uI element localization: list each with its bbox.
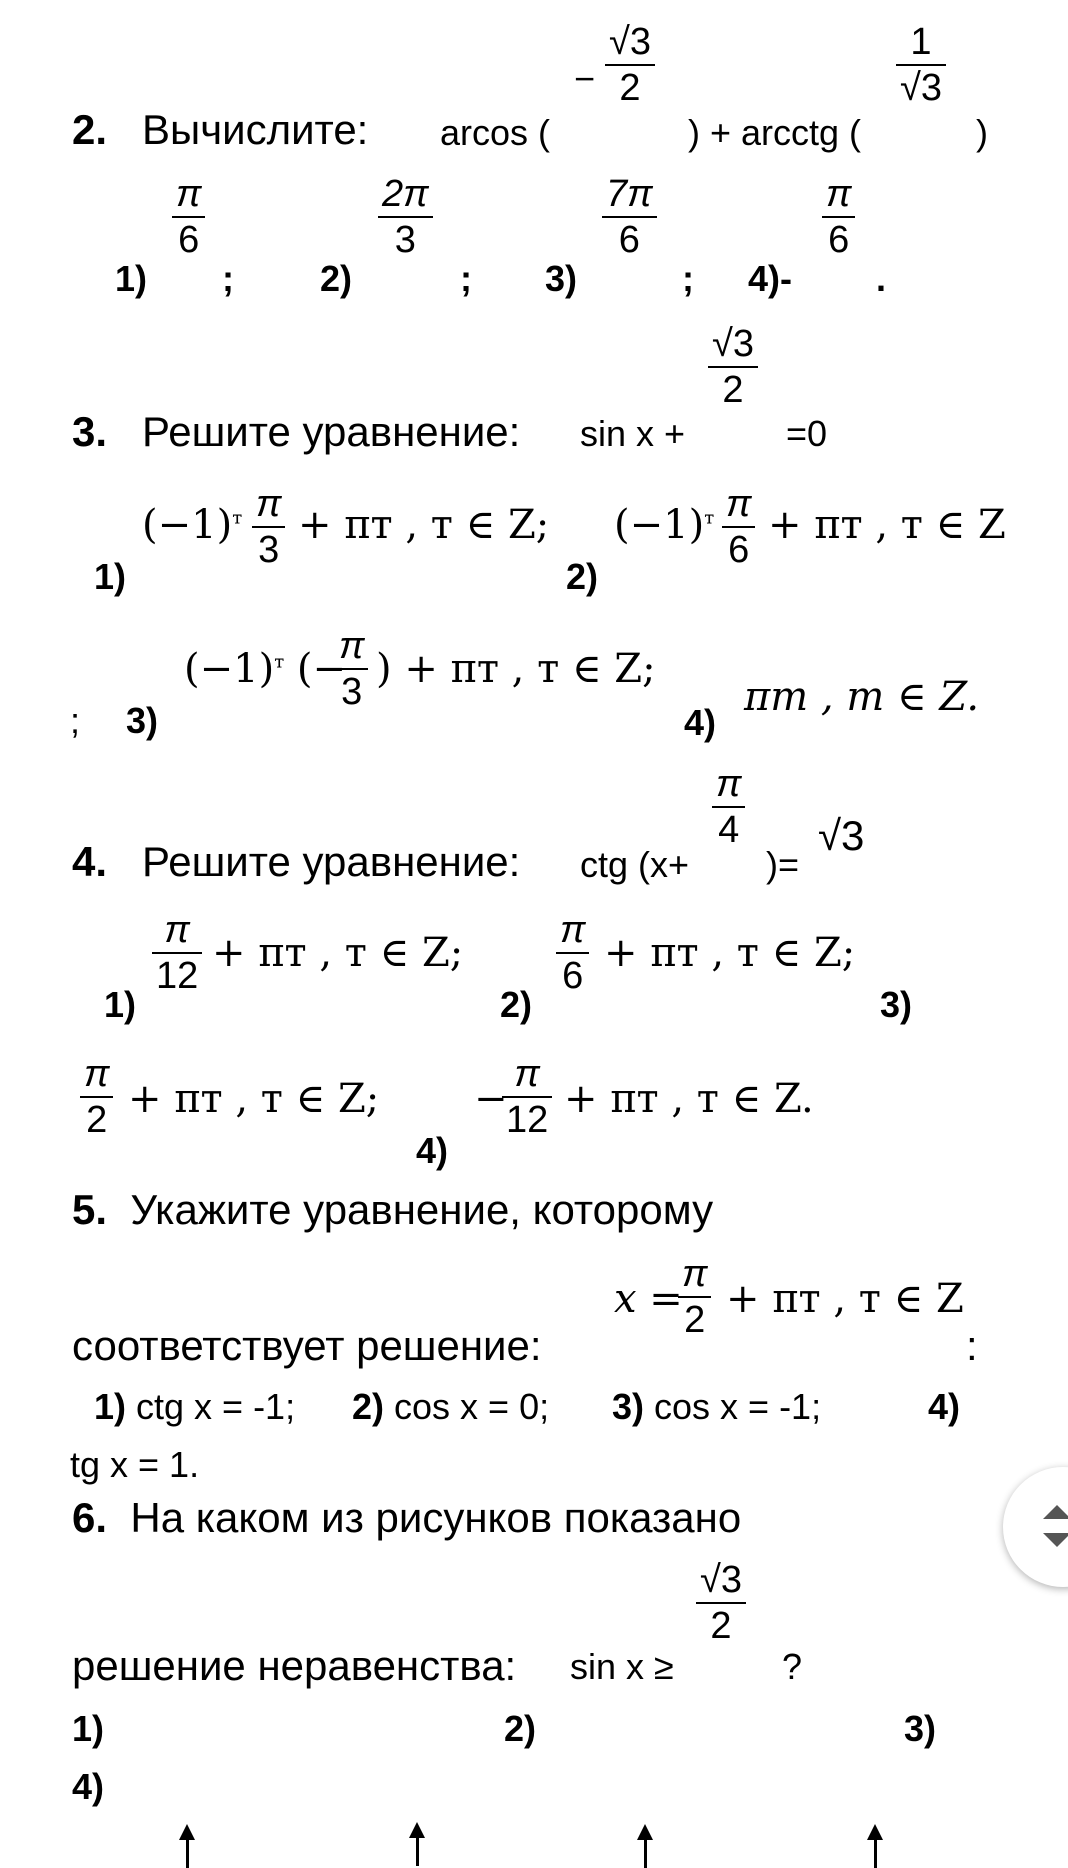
answer-label-2: 2) bbox=[566, 556, 599, 597]
answer-label-1: 1) bbox=[104, 984, 137, 1025]
axis-arrow-1 bbox=[186, 1838, 189, 1868]
minus-sign: − bbox=[574, 58, 596, 99]
answer-label-1: 1) bbox=[94, 556, 127, 597]
question-number: 3. bbox=[72, 408, 108, 455]
chevron-up-icon[interactable] bbox=[1043, 1505, 1068, 1519]
answer-label-1: 1) bbox=[115, 258, 148, 299]
expr-ctg: ctg (x+ bbox=[580, 844, 690, 885]
expr-arccos: arcos ( bbox=[440, 112, 551, 153]
chevron-down-icon[interactable] bbox=[1043, 1533, 1068, 1547]
axis-arrow-4 bbox=[874, 1838, 877, 1868]
answer-label-3: 3) bbox=[126, 700, 159, 741]
answer-fraction-1: π 3 bbox=[252, 482, 285, 572]
question-text: Укажите уравнение, которому bbox=[130, 1186, 714, 1233]
expr-equals-zero: =0 bbox=[786, 413, 828, 454]
inequality-expr: sin x ≥ bbox=[570, 1646, 674, 1687]
fraction-sqrt3-over-2: √3 2 bbox=[696, 1558, 746, 1648]
fraction-sqrt3-over-2: √3 2 bbox=[708, 322, 758, 412]
question-text: На каком из рисунков показано bbox=[130, 1494, 742, 1541]
answer-label-2: 2) bbox=[500, 984, 533, 1025]
answer-fraction-3: π 3 bbox=[335, 624, 368, 714]
question-label: Решите уравнение: bbox=[142, 838, 521, 885]
answer-label-4: 4)- bbox=[748, 258, 792, 299]
fraction-pi-over-4: π 4 bbox=[712, 762, 745, 852]
answer-fraction-2: 2π 3 bbox=[378, 172, 433, 262]
answer-4-label: 4) bbox=[928, 1386, 961, 1427]
axis-arrow-2 bbox=[416, 1836, 419, 1866]
sqrt3-rhs: √3 bbox=[818, 812, 865, 859]
answer-fraction-1: π 6 bbox=[172, 172, 205, 262]
expr-sin: sin x + bbox=[580, 413, 686, 454]
expr-arcctg: ) + arcctg ( bbox=[688, 112, 862, 153]
fraction-1-over-sqrt3: 1 √3 bbox=[896, 20, 946, 110]
solution-x: x = bbox=[614, 1276, 683, 1322]
question-number: 4. bbox=[72, 838, 108, 885]
fraction-sqrt3-over-2: √3 2 bbox=[605, 20, 655, 110]
answer-label-3: 3) bbox=[880, 984, 913, 1025]
expr-close-paren: ) bbox=[976, 112, 988, 153]
answer-fraction-3: π 2 bbox=[80, 1052, 113, 1142]
answer-4-text: tg x = 1. bbox=[70, 1444, 200, 1485]
answer-label-4: 4) bbox=[416, 1130, 449, 1171]
answer-fraction-2: π 6 bbox=[556, 908, 589, 998]
figure-label-1: 1) bbox=[72, 1708, 105, 1749]
question-number: 2. bbox=[72, 106, 108, 153]
answer-1: 1) ctg x = -1; bbox=[94, 1386, 296, 1427]
question-text-line2: соответствует решение: bbox=[72, 1322, 542, 1369]
answer-fraction-2: π 6 bbox=[722, 482, 755, 572]
figure-label-4: 4) bbox=[72, 1766, 105, 1807]
answer-3: 3) cos x = -1; bbox=[612, 1386, 822, 1427]
answer-fraction-4: π 6 bbox=[822, 172, 855, 262]
answer-label-4: 4) bbox=[684, 702, 717, 743]
question-number: 5. bbox=[72, 1186, 108, 1233]
solution-fraction: π 2 bbox=[678, 1252, 711, 1342]
question-label: Решите уравнение: bbox=[142, 408, 521, 455]
axis-arrow-3 bbox=[644, 1838, 647, 1868]
figure-label-2: 2) bbox=[504, 1708, 537, 1749]
question-text-line2: решение неравенства: bbox=[72, 1642, 517, 1689]
answer-label-3: 3) bbox=[545, 258, 578, 299]
answer-2: 2) cos x = 0; bbox=[352, 1386, 550, 1427]
question-number: 6. bbox=[72, 1494, 108, 1541]
question-label: Вычислите: bbox=[142, 106, 369, 153]
answer-fraction-1: π 12 bbox=[152, 908, 202, 998]
answer-fraction-3: 7π 6 bbox=[602, 172, 657, 262]
answer-fraction-4: π 12 bbox=[502, 1052, 552, 1142]
figure-label-3: 3) bbox=[904, 1708, 937, 1749]
scroll-navigation-button[interactable] bbox=[1003, 1467, 1068, 1587]
answer-label-2: 2) bbox=[320, 258, 353, 299]
